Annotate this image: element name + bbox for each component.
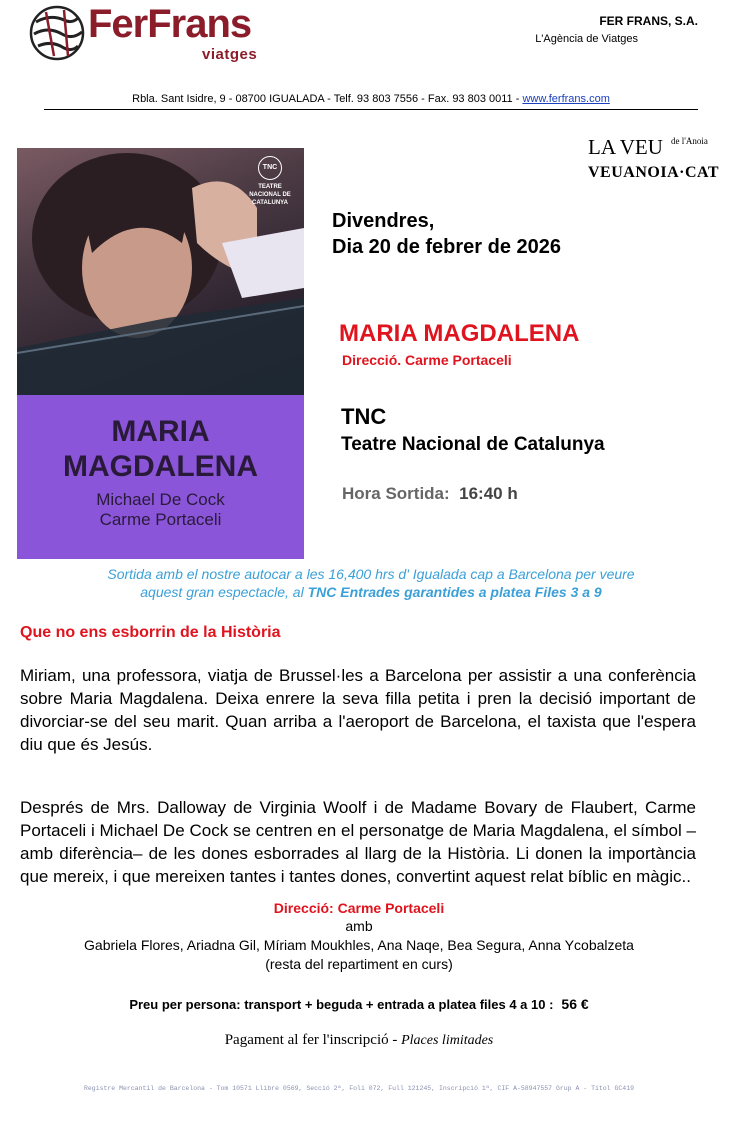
la-veu-subtitle: de l'Anoia bbox=[671, 136, 708, 146]
synopsis-paragraph-1: Miriam, una professora, viatja de Brussel·les a Barcelona per assistir a una conferència sobre Maria Magdalena. Deixa enrere la seva filla petita i pren la decisió important de divorciar-se del seu marit. Quan arriba a l'aeroport de Barcelona, el taxista que l'espera diu que és Jesús. bbox=[20, 666, 696, 754]
veuanoia-logo: VEUANOIA·CAT bbox=[588, 164, 720, 181]
poster-title-line2: MAGDALENA bbox=[63, 450, 258, 483]
la-veu-logo: LA VEU bbox=[588, 135, 663, 159]
event-day: Divendres, bbox=[332, 210, 435, 232]
departure-time bbox=[342, 484, 518, 504]
brand-subtitle: viatges bbox=[202, 46, 258, 63]
event-date bbox=[332, 208, 561, 260]
cast-rest: (resta del repartiment en curs) bbox=[265, 956, 453, 972]
cast-list: Gabriela Flores, Ariadna Gil, Míriam Moukhles, Ana Naqe, Bea Segura, Anna Ycobalzeta bbox=[84, 937, 634, 953]
notice-line2-text: aquest gran espectacle, al bbox=[140, 584, 308, 600]
cast-direction: Direcció: Carme Portaceli bbox=[273, 900, 445, 916]
synopsis-paragraph-2: Després de Mrs. Dalloway de Virginia Woolf i de Madame Bovary de Flaubert, Carme Portaceli i Michael De Cock se centren en el personatge de Maria Magdalena, el símbol –amb diferència– de les dones esborrades al llarg de la Història. Li donen la importància que mereix, i que mereixen tantes i tantes dones, convertint aquest relat bíblic en màgic.. bbox=[20, 798, 696, 886]
show-title: MARIA MAGDALENA bbox=[339, 320, 580, 347]
company-tagline: L'Agència de Viatges bbox=[535, 33, 638, 45]
poster-title-line1: MARIA bbox=[111, 415, 210, 448]
payment-limited: Places limitades bbox=[401, 1033, 494, 1048]
website-link[interactable]: www.ferfrans.com bbox=[522, 93, 610, 105]
cast-with: amb bbox=[345, 918, 373, 934]
tnc-full-name: TEATRE NACIONAL DE CATALUNYA bbox=[249, 184, 291, 206]
globe-icon bbox=[28, 4, 86, 62]
tnc-badge bbox=[242, 156, 298, 207]
show-direction: Direcció. Carme Portaceli bbox=[342, 352, 512, 368]
venue-long: Teatre Nacional de Catalunya bbox=[341, 434, 605, 455]
poster-credits bbox=[17, 490, 304, 530]
company-name: FER FRANS, S.A. bbox=[599, 14, 698, 28]
notice-line2 bbox=[30, 583, 712, 601]
header-divider bbox=[44, 109, 698, 110]
section-subtitle: Que no ens esborrin de la Història bbox=[20, 624, 281, 641]
notice-line1: Sortida amb el nostre autocar a les 16,400 hrs d' Igualada cap a Barcelona per veure bbox=[107, 566, 635, 582]
payment-note bbox=[0, 1032, 718, 1049]
price-line bbox=[0, 996, 718, 1012]
price-label: Preu per persona: transport + beguda + entrada a platea files 4 a 10 : bbox=[129, 997, 554, 1012]
poster-credit-line1: Michael De Cock bbox=[96, 490, 225, 509]
address-text: Rbla. Sant Isidre, 9 - 08700 IGUALADA - Telf. 93 803 7556 - Fax. 93 803 0011 - bbox=[132, 93, 523, 105]
price-amount: 56 € bbox=[561, 996, 589, 1012]
brand-logo: FerFrans bbox=[88, 2, 252, 46]
tnc-circle: TNC bbox=[258, 156, 282, 180]
poster-credit-line2: Carme Portaceli bbox=[99, 510, 222, 529]
registry-footer: Registre Mercantil de Barcelona - Tom 10571 Llibre 0569, Secció 2ª, Foli 072, Full 121245, Inscripció 1ª, CIF A-58947557 Grup A - Títol GC419 bbox=[84, 1085, 634, 1092]
venue-short: TNC bbox=[341, 404, 387, 429]
payment-main: Pagament al fer l'inscripció - bbox=[224, 1032, 402, 1048]
departure-time-label: Hora Sortida: bbox=[342, 484, 450, 503]
address-line bbox=[0, 93, 742, 105]
poster-title bbox=[17, 414, 304, 484]
departure-notice bbox=[30, 565, 712, 601]
notice-seats: TNC Entrades garantides a platea Files 3 a 9 bbox=[307, 584, 602, 600]
show-poster bbox=[17, 148, 304, 559]
event-full-date: Dia 20 de febrer de 2026 bbox=[332, 236, 562, 258]
departure-time-value: 16:40 h bbox=[459, 484, 518, 503]
